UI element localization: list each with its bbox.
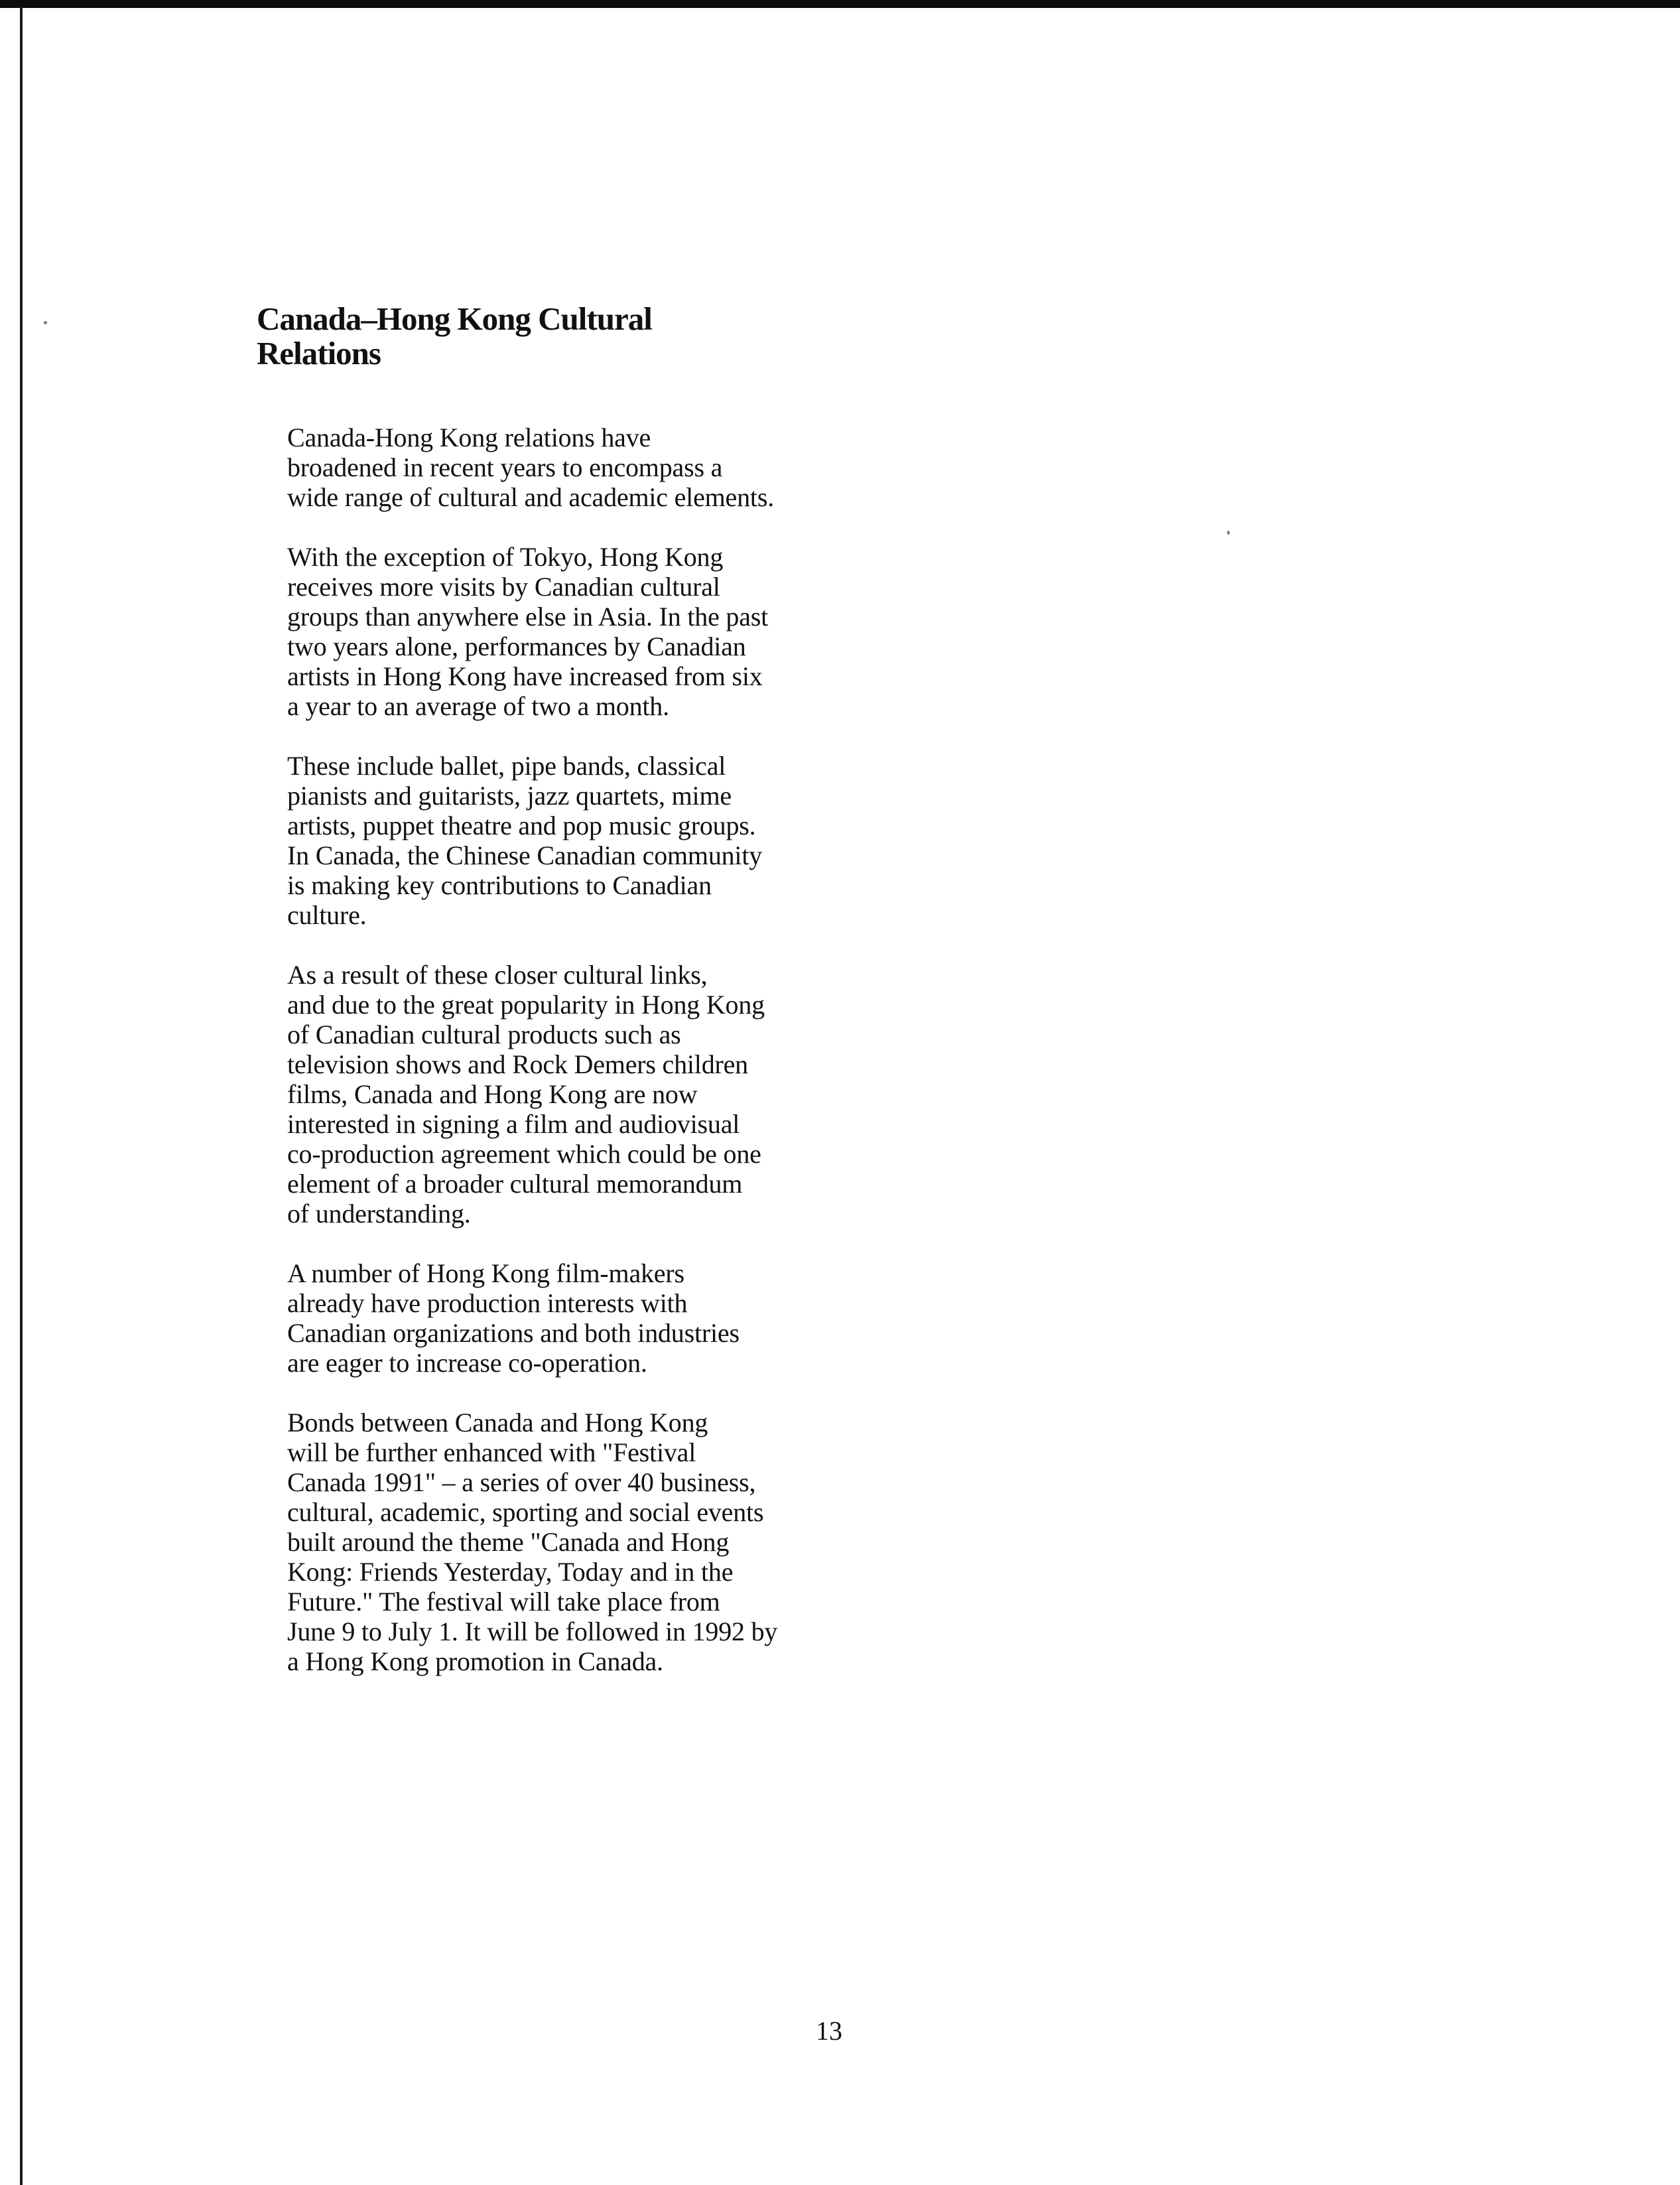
page-number: 13: [816, 2016, 842, 2046]
paragraph-line: a year to an average of two a month.: [287, 691, 669, 721]
paragraph-line: and due to the great popularity in Hong Kong: [287, 990, 765, 1020]
text-column: [241, 302, 824, 1706]
paragraph-line: element of a broader cultural memorandum: [287, 1169, 743, 1199]
paragraph-line: Canadian organizations and both industries: [287, 1318, 740, 1348]
body-paragraph: [241, 542, 824, 721]
paragraph-line: broadened in recent years to encompass a: [287, 452, 723, 482]
body-paragraph: [241, 1258, 824, 1378]
paragraph-line: With the exception of Tokyo, Hong Kong: [287, 542, 724, 572]
paragraph-line: culture.: [287, 900, 367, 930]
paragraph-line: Kong: Friends Yesterday, Today and in the: [287, 1557, 734, 1587]
body-paragraph: [241, 751, 824, 930]
body-paragraph: [241, 423, 824, 512]
paragraph-line: co-production agreement which could be one: [287, 1139, 761, 1169]
paragraph-line: cultural, academic, sporting and social events: [287, 1497, 764, 1527]
paragraph-line: Canada-Hong Kong relations have: [287, 423, 651, 452]
paragraph-line: two years alone, performances by Canadian: [287, 631, 746, 661]
page-title: [257, 302, 824, 371]
paragraph-line: Canada 1991" – a series of over 40 business,: [287, 1467, 756, 1497]
paragraph-line: pianists and guitarists, jazz quartets, mime: [287, 781, 732, 811]
paragraph-line: receives more visits by Canadian cultural: [287, 572, 720, 602]
paragraph-line: television shows and Rock Demers children: [287, 1049, 748, 1079]
paragraph-line: built around the theme "Canada and Hong: [287, 1527, 730, 1557]
page-title-line: Relations: [257, 335, 381, 371]
scan-speck: [1227, 531, 1230, 535]
paragraph-line: already have production interests with: [287, 1288, 688, 1318]
body-paragraph: [241, 1408, 824, 1676]
paragraph-line: will be further enhanced with "Festival: [287, 1437, 696, 1467]
paragraph-line: Bonds between Canada and Hong Kong: [287, 1408, 708, 1437]
paragraph-line: is making key contributions to Canadian: [287, 870, 712, 900]
paragraph-line: interested in signing a film and audiovisual: [287, 1109, 740, 1139]
paragraph-line: These include ballet, pipe bands, classical: [287, 751, 726, 781]
paragraph-line: A number of Hong Kong film-makers: [287, 1258, 684, 1288]
paragraph-line: films, Canada and Hong Kong are now: [287, 1079, 698, 1109]
page-title-line: Canada–Hong Kong Cultural: [257, 300, 652, 337]
paragraph-line: June 9 to July 1. It will be followed in 1992 by: [287, 1617, 778, 1646]
scan-speck: [44, 321, 47, 324]
scan-left-edge: [20, 7, 23, 2185]
paragraph-line: of Canadian cultural products such as: [287, 1020, 681, 1049]
paragraph-line: of understanding.: [287, 1199, 471, 1228]
paragraph-line: Future." The festival will take place from: [287, 1587, 720, 1617]
article-body: [241, 423, 824, 1676]
scan-top-edge: [0, 0, 1680, 8]
paragraph-line: As a result of these closer cultural links,: [287, 960, 708, 990]
paragraph-line: a Hong Kong promotion in Canada.: [287, 1646, 663, 1676]
paragraph-line: groups than anywhere else in Asia. In the past: [287, 602, 769, 631]
paragraph-line: wide range of cultural and academic elements.: [287, 482, 774, 512]
paragraph-line: artists in Hong Kong have increased from six: [287, 661, 763, 691]
paragraph-line: are eager to increase co-operation.: [287, 1348, 647, 1378]
paragraph-line: artists, puppet theatre and pop music groups.: [287, 811, 756, 840]
body-paragraph: [241, 960, 824, 1228]
paragraph-line: In Canada, the Chinese Canadian community: [287, 840, 763, 870]
